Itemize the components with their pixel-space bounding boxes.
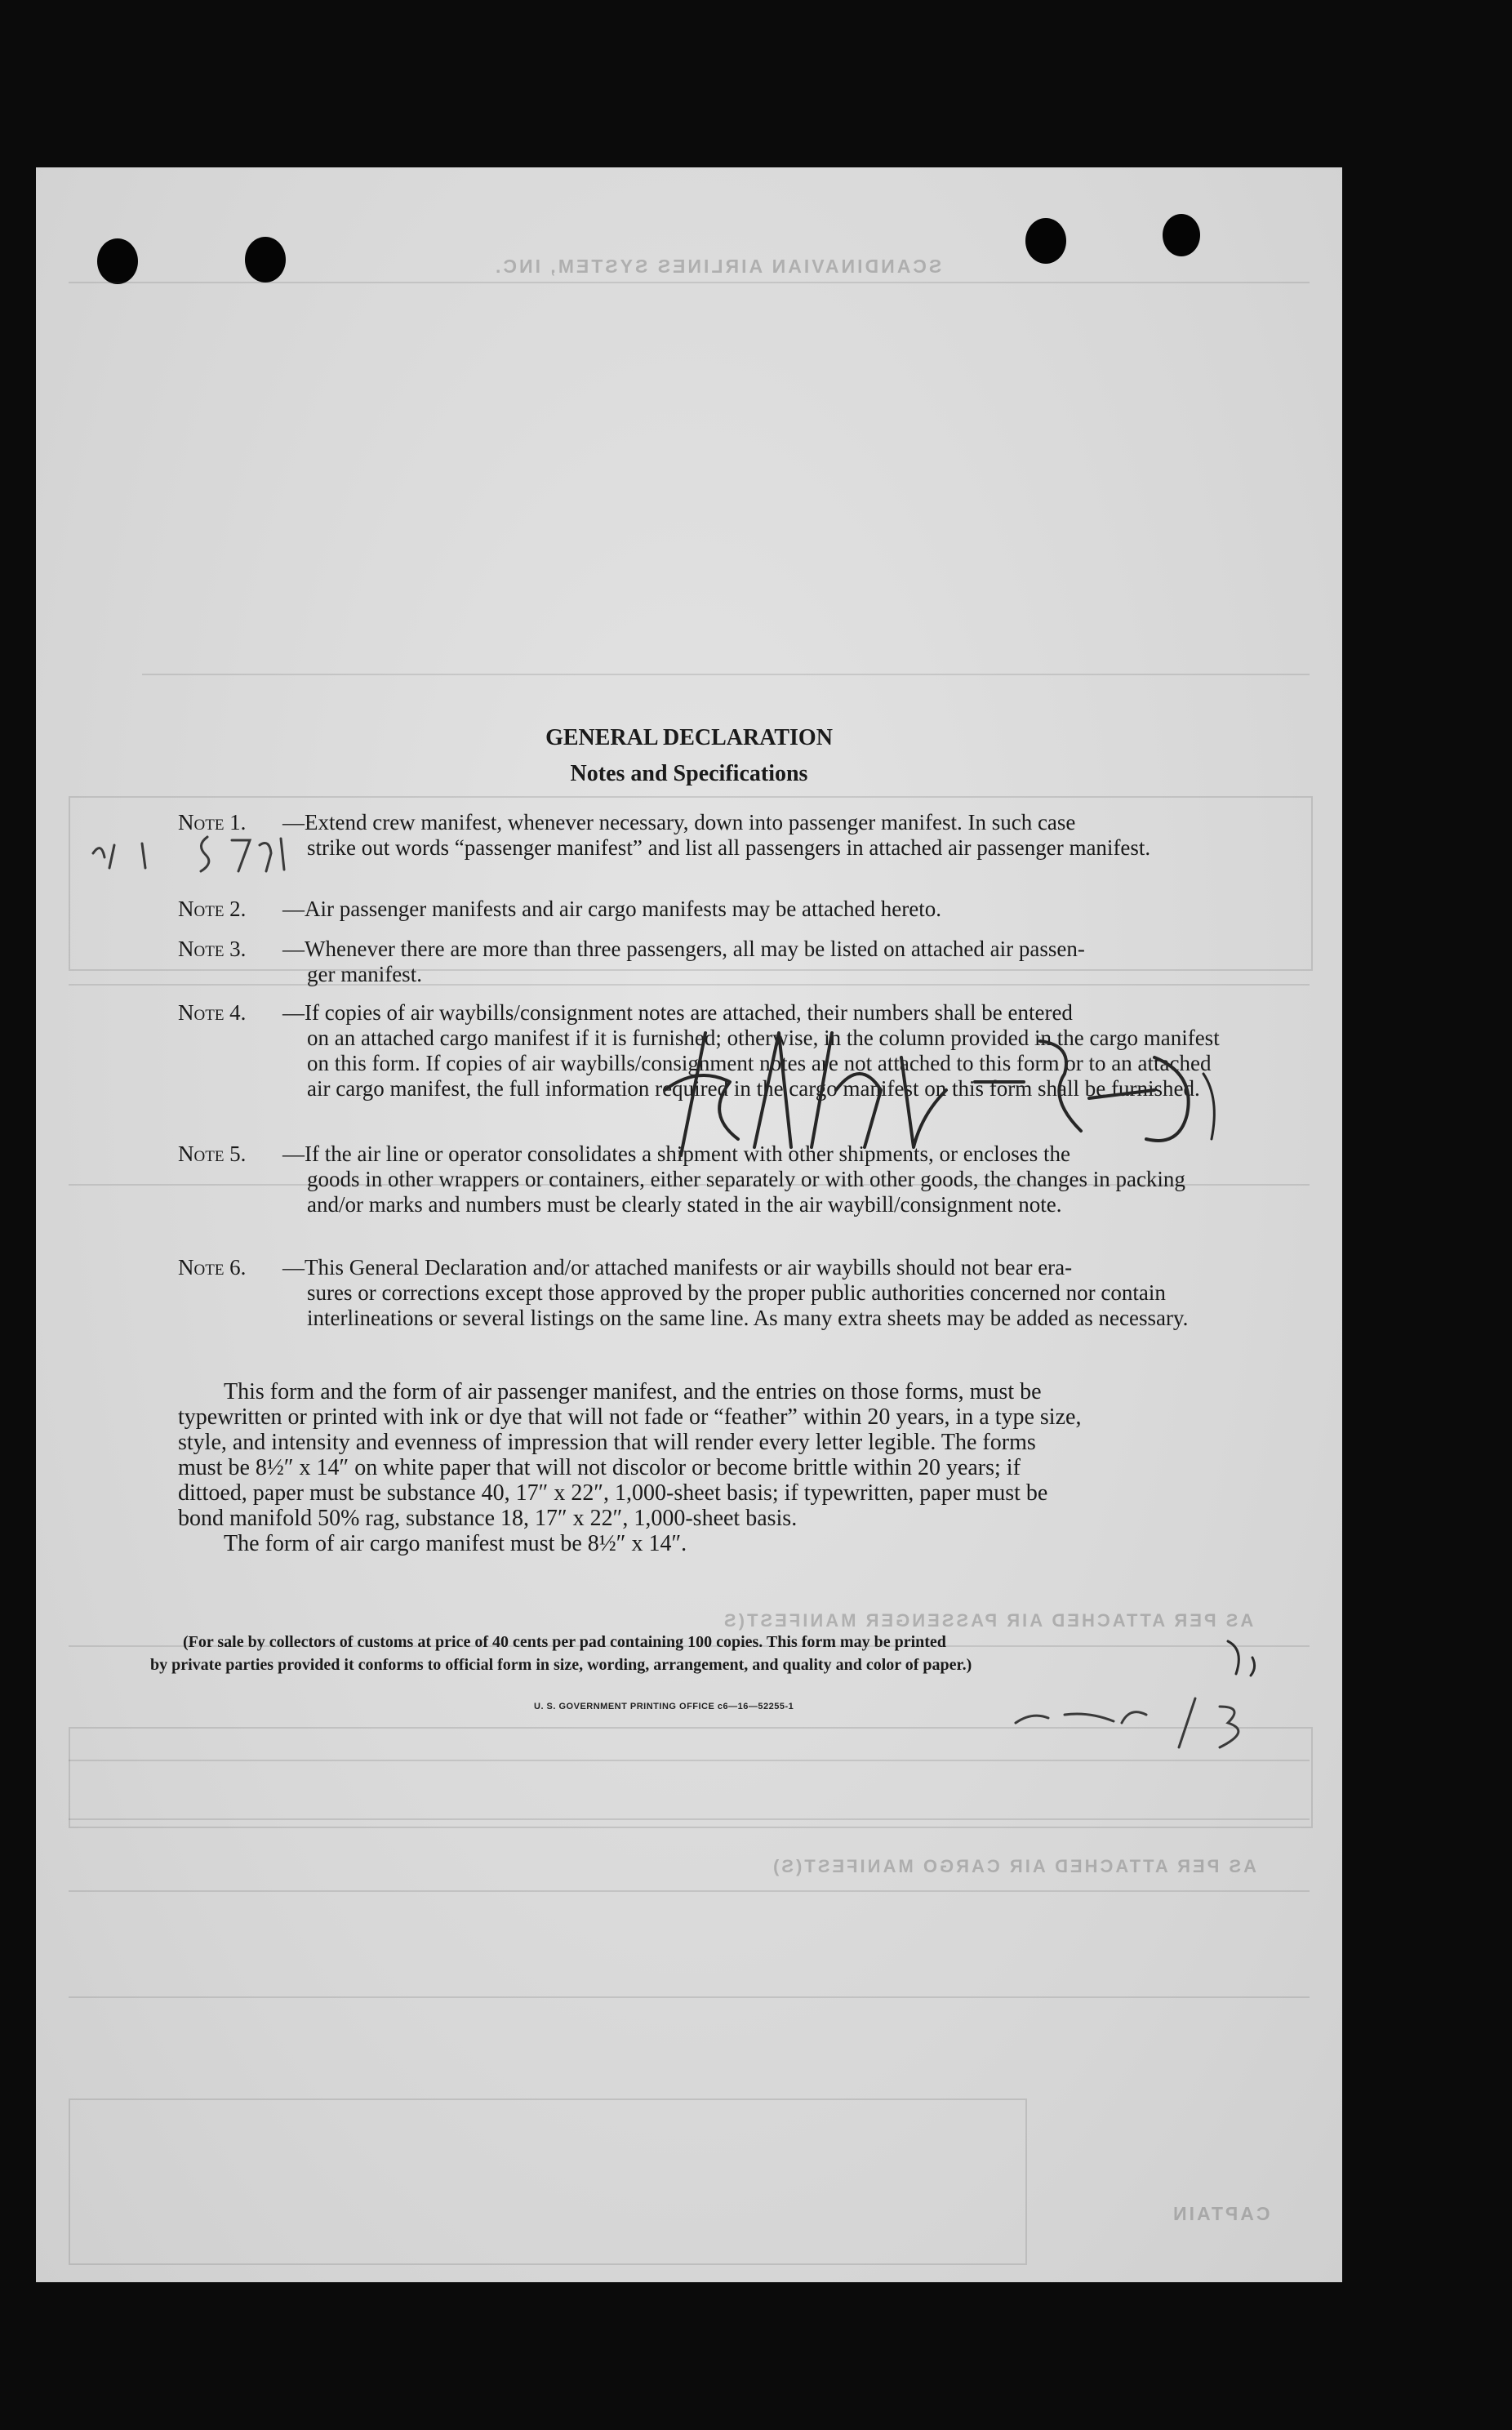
paragraph-line: typewritten or printed with ink or dye that will not fade or “feather” within 20 years, in a type size, — [178, 1404, 1082, 1430]
note-label: Note 5. — [178, 1142, 247, 1166]
bleed-through-rule — [69, 1890, 1310, 1892]
bleed-through-rule — [69, 282, 1310, 283]
page-subtitle: Notes and Specifications — [570, 761, 808, 786]
bleed-through-rule — [69, 1996, 1310, 1998]
bleed-through-passenger-manifest: AS PER ATTACHED AIR PASSENGER MANIFEST(S — [722, 1610, 1254, 1631]
note-text-continued: sures or corrections except those approved by the proper public authorities concerned nor contain interlineations or several listings on the same line. As many extra sheets may be added as necessary. — [307, 1280, 1189, 1330]
sale-note-line: by private parties provided it conforms to official form in size, wording, arrangement, and quality and color of paper.) — [150, 1656, 972, 1674]
punch-hole — [1025, 218, 1066, 264]
note-3 — [178, 937, 1239, 987]
note-text: —This General Declaration and/or attached manifests or air waybills should not bear era- — [282, 1255, 1073, 1280]
handwritten-mark — [1220, 1633, 1269, 1682]
note-text: —If the air line or operator consolidates a shipment with other shipments, or encloses the — [282, 1142, 1070, 1166]
note-text-continued: on an attached cargo manifest if it is furnished; otherwise, in the column provided in the cargo manifest on this form. If copies of air waybills/consignment notes are not attached to this form or to an attached air cargo manifest, the full information required in the cargo manifest on this form shall be furnished. — [307, 1026, 1220, 1101]
paragraph-line: bond manifold 50% rag, substance 18, 17″ x 22″, 1,000-sheet basis. — [178, 1506, 798, 1531]
paragraph-line: The form of air cargo manifest must be 8½″ x 14″. — [224, 1531, 687, 1556]
note-text: —If copies of air waybills/consignment notes are attached, their numbers shall be entered — [282, 1000, 1073, 1025]
bleed-through-airline: SCANDINAVIAN AIRLINES SYSTEM, INC. — [493, 256, 942, 277]
punch-hole — [1163, 214, 1200, 256]
paragraph-line: dittoed, paper must be substance 40, 17″ x 22″, 1,000-sheet basis; if typewritten, paper must be — [178, 1480, 1048, 1506]
note-label: Note 6. — [178, 1255, 247, 1280]
bleed-through-captain: CAPTAIN — [1171, 2203, 1270, 2224]
bleed-through-table — [69, 2098, 1027, 2265]
punch-hole — [245, 237, 286, 283]
page-title: GENERAL DECLARATION — [545, 725, 833, 750]
note-label: Note 2. — [178, 897, 247, 921]
note-label: Note 1. — [178, 810, 247, 834]
paragraph-line: must be 8½″ x 14″ on white paper that will not discolor or become brittle within 20 years; if — [178, 1455, 1021, 1480]
handwritten-initials — [999, 1682, 1269, 1756]
sale-note — [150, 1631, 1236, 1676]
document-page — [36, 167, 1342, 2282]
printer-imprint: U. S. GOVERNMENT PRINTING OFFICE c6—16—52255-1 — [534, 1702, 794, 1711]
note-text: —Extend crew manifest, whenever necessary, down into passenger manifest. In such case — [282, 810, 1076, 834]
note-text: —Air passenger manifests and air cargo manifests may be attached hereto. — [282, 897, 941, 921]
punch-hole — [97, 238, 138, 284]
paragraph-line: This form and the form of air passenger manifest, and the entries on those forms, must be — [224, 1379, 1042, 1404]
note-text-continued: ger manifest. — [307, 962, 422, 986]
note-6 — [178, 1255, 1239, 1331]
handwritten-date-note — [85, 821, 305, 886]
note-2 — [178, 897, 1239, 922]
paragraph-line: style, and intensity and evenness of impression that will render every letter legible. The forms — [178, 1430, 1036, 1455]
bleed-through-cargo-manifest: AS PER ATTACHED AIR CARGO MANIFEST(S) — [771, 1856, 1256, 1876]
note-1 — [178, 810, 1239, 861]
note-text-continued: goods in other wrappers or containers, either separately or with other goods, the changes in packing and/or marks and numbers must be clearly stated in the air waybill/consignment note. — [307, 1167, 1185, 1217]
handwritten-signature — [632, 1025, 1269, 1164]
bleed-through-rule — [142, 674, 1310, 675]
note-label: Note 4. — [178, 1000, 247, 1025]
sale-note-line: (For sale by collectors of customs at price of 40 cents per pad containing 100 copies. This form may be printed — [183, 1633, 946, 1651]
note-text-continued: strike out words “passenger manifest” and list all passengers in attached air passenger manifest. — [307, 835, 1151, 860]
note-text: —Whenever there are more than three passengers, all may be listed on attached air passen- — [282, 937, 1085, 961]
specification-paragraph — [178, 1379, 1239, 1556]
note-label: Note 3. — [178, 937, 247, 961]
